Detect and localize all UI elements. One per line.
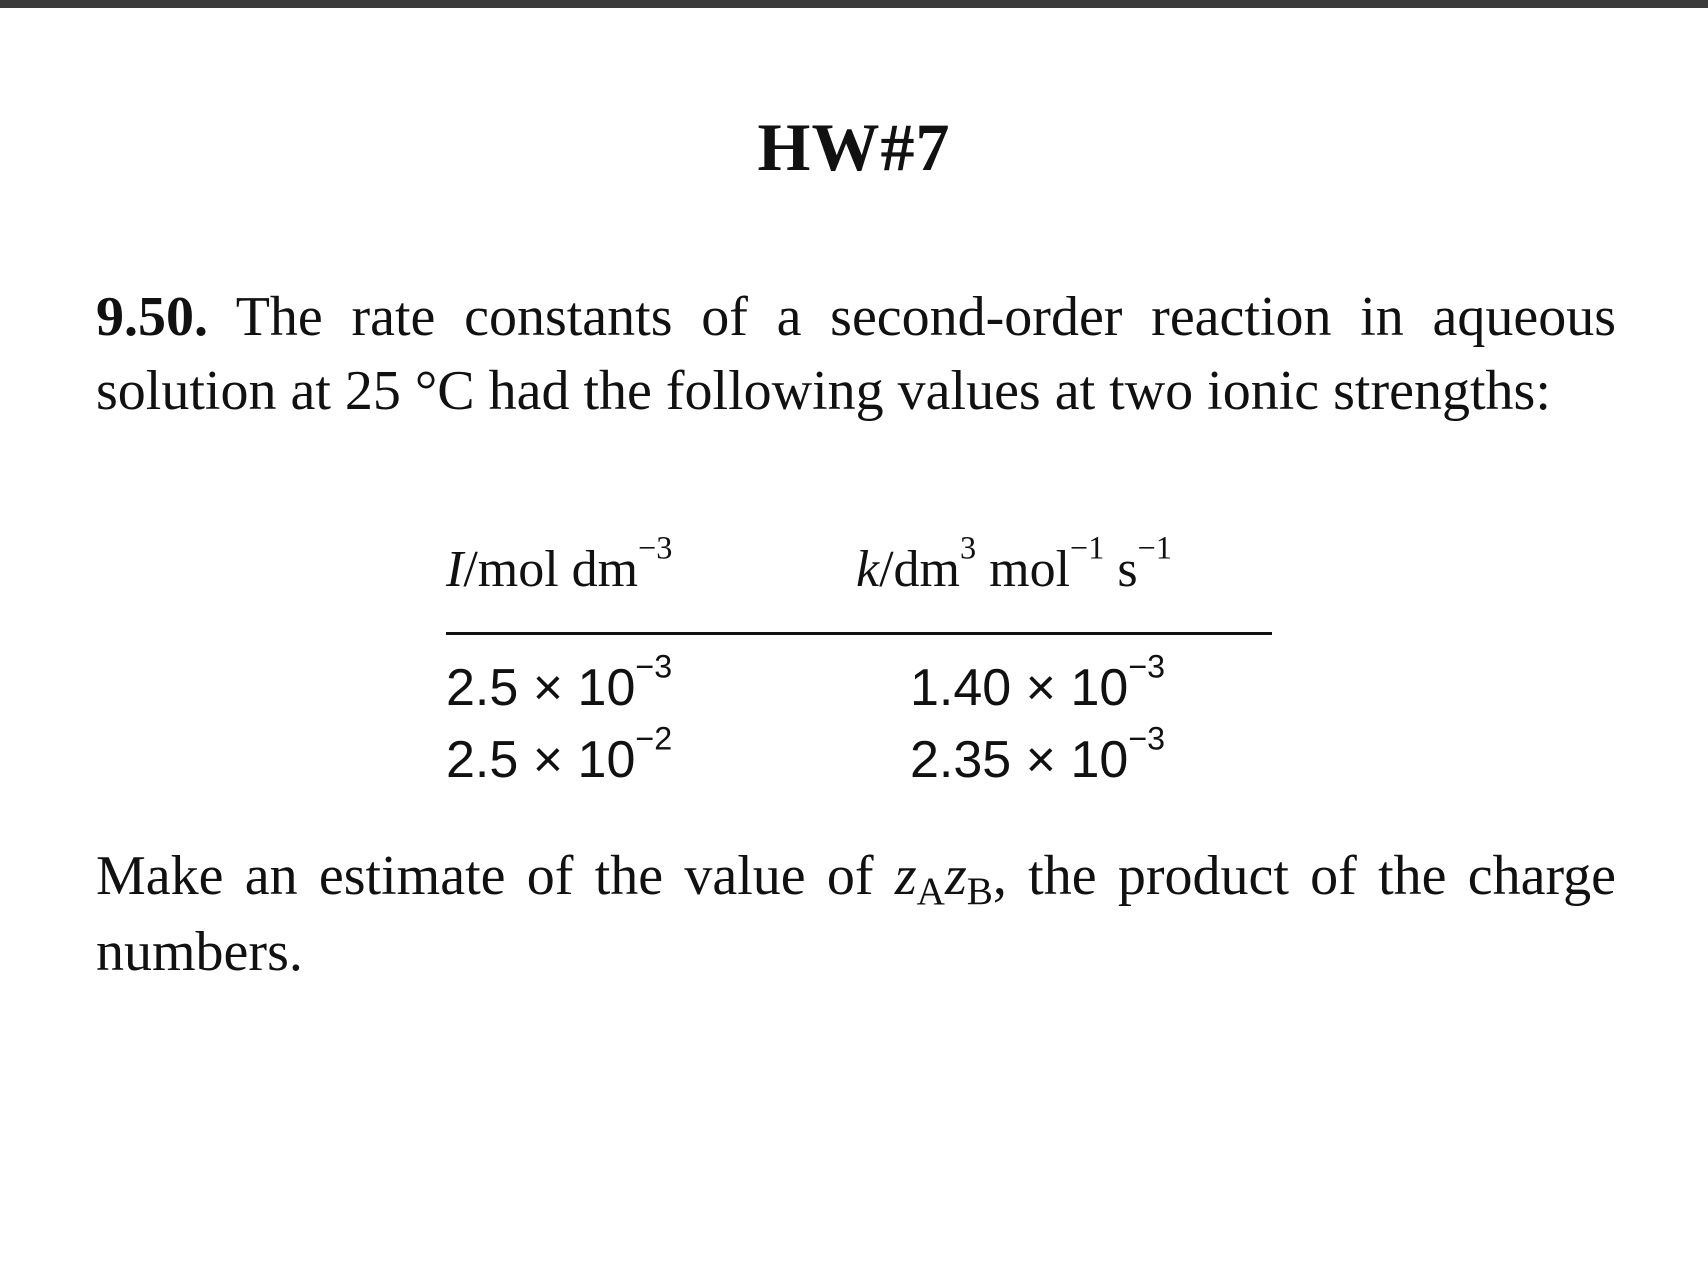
table-row	[446, 720, 1272, 800]
problem-text: The rate constants of a second-order reaction in aqueous solution at 25 °C had the following values at two ionic strengths:	[96, 286, 1616, 422]
charge-symbol-a: z	[894, 845, 917, 907]
charge-symbol-b: z	[944, 845, 967, 907]
cell-ionic-strength: $2.5 \times 10^{-2}$	[446, 720, 673, 789]
cell-rate-constant: $2.35 \times 10^{-3}$	[910, 720, 1166, 789]
problem-statement	[96, 280, 1616, 428]
question-text: Make an estimate of the value of $z_Az_B$, the product of the charge numbers.	[96, 845, 1616, 983]
page-title: HW#7	[757, 109, 951, 185]
data-table	[446, 529, 1272, 789]
table-row	[446, 648, 1272, 728]
header-ionic-strength: I/mol $dm^{-3}$	[446, 529, 673, 598]
top-border	[0, 0, 1708, 8]
table-header	[446, 529, 1272, 612]
problem-number: 9.50.	[96, 286, 208, 348]
header-rate-constant: $k/dm^3$ mol$^{-1}$ $s^{-1}$	[856, 529, 1172, 598]
table-rule	[446, 632, 1272, 635]
cell-rate-constant: $1.40 \times 10^{-3}$	[910, 648, 1166, 717]
cell-ionic-strength: $2.5 \times 10^{-3}$	[446, 648, 673, 717]
